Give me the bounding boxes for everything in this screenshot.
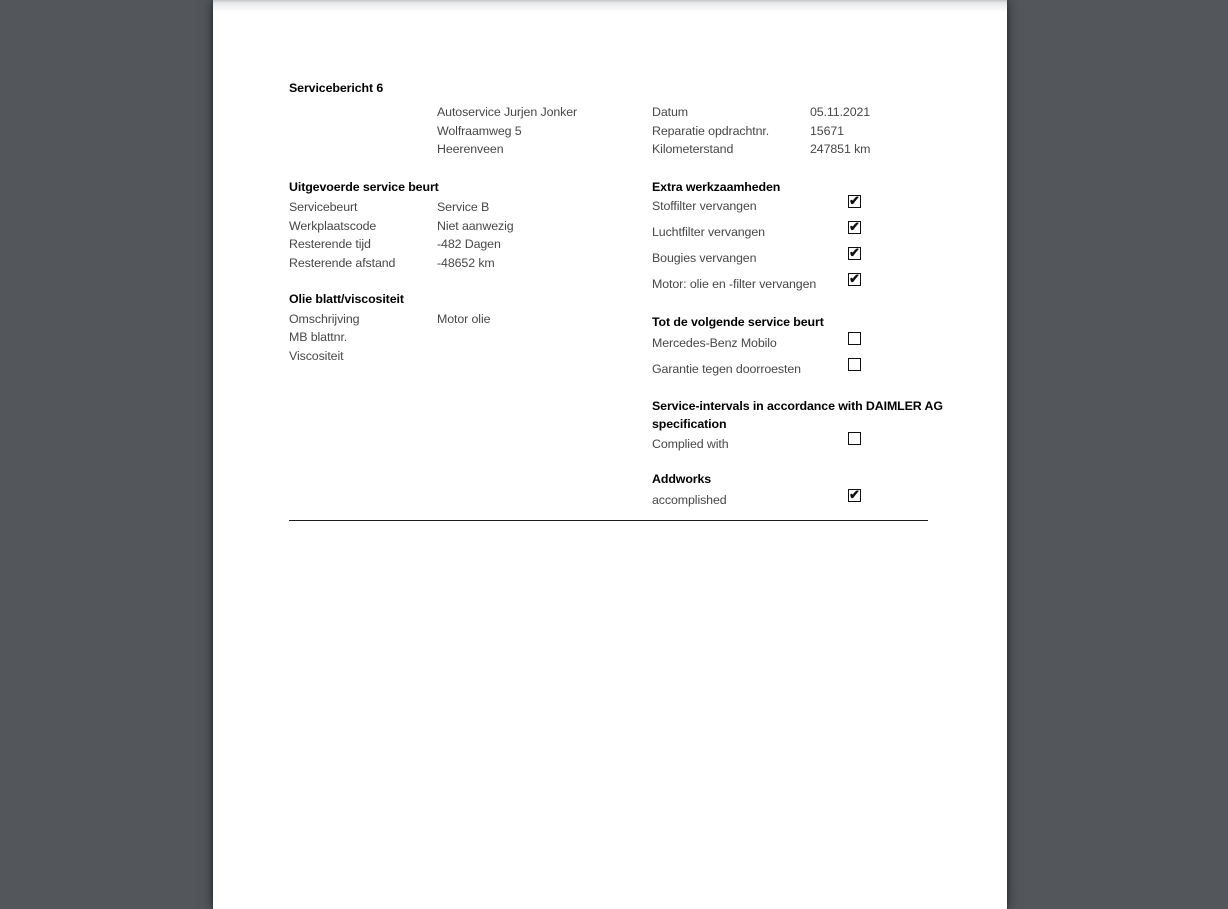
check-row bbox=[652, 193, 861, 213]
checkbox bbox=[848, 358, 861, 371]
section-until-next-service bbox=[652, 315, 952, 385]
section-oil-viscosity bbox=[289, 292, 649, 382]
meta-label: Reparatie opdrachtnr. bbox=[652, 123, 770, 138]
meta-row bbox=[652, 105, 870, 124]
field-value: -482 Dagen bbox=[437, 237, 501, 251]
section-service-intervals bbox=[652, 397, 952, 457]
field-label: Resterende afstand bbox=[289, 256, 396, 270]
section-heading: Olie blatt/viscositeit bbox=[289, 292, 404, 306]
checkbox bbox=[848, 273, 861, 286]
checkmark-icon: ✔ bbox=[849, 245, 860, 260]
meta-value: 05.11.2021 bbox=[810, 105, 871, 119]
section-extra-work bbox=[652, 180, 952, 305]
meta-value: 15671 bbox=[810, 123, 844, 138]
field-label: Omschrijving bbox=[289, 312, 360, 326]
field-row bbox=[289, 237, 501, 251]
checkbox bbox=[848, 432, 861, 445]
section-divider bbox=[289, 520, 928, 521]
checkbox bbox=[848, 195, 861, 208]
checkbox bbox=[848, 247, 861, 260]
check-row bbox=[652, 271, 861, 291]
check-row bbox=[652, 435, 861, 451]
check-row bbox=[652, 245, 861, 265]
meta-block bbox=[652, 105, 870, 161]
field-label: Servicebeurt bbox=[289, 200, 358, 214]
field-row bbox=[289, 200, 489, 214]
field-row bbox=[289, 312, 490, 326]
check-label: Bougies vervangen bbox=[652, 251, 757, 265]
field-label: Resterende tijd bbox=[289, 237, 371, 251]
section-heading: Tot de volgende service beurt bbox=[652, 315, 824, 329]
field-row bbox=[289, 349, 437, 363]
section-heading: Addworks bbox=[652, 472, 712, 486]
check-label: accomplished bbox=[652, 493, 727, 507]
workshop-address-line: Wolfraamweg 5 bbox=[437, 123, 522, 138]
field-row bbox=[289, 330, 437, 344]
meta-label: Kilometerstand bbox=[652, 142, 734, 157]
checkmark-icon: ✔ bbox=[849, 219, 860, 234]
checkmark-icon: ✔ bbox=[849, 271, 860, 286]
field-label: MB blattnr. bbox=[289, 330, 348, 344]
section-heading: Uitgevoerde service beurt bbox=[289, 180, 439, 194]
field-row bbox=[289, 256, 495, 270]
meta-row bbox=[652, 142, 870, 161]
check-label: Garantie tegen doorroesten bbox=[652, 362, 801, 376]
checkbox bbox=[848, 489, 861, 502]
field-label: Werkplaatscode bbox=[289, 219, 377, 233]
field-value: -48652 km bbox=[437, 256, 495, 270]
check-label: Stoffilter vervangen bbox=[652, 199, 757, 213]
check-row bbox=[652, 360, 861, 376]
field-value: Niet aanwezig bbox=[437, 219, 514, 233]
check-row bbox=[652, 334, 861, 350]
check-label: Luchtfilter vervangen bbox=[652, 225, 765, 239]
document-title: Servicebericht 6 bbox=[289, 81, 384, 95]
workshop-address-line: Heerenveen bbox=[437, 142, 504, 157]
section-addworks bbox=[652, 472, 952, 512]
check-row bbox=[652, 219, 861, 239]
check-label: Motor: olie en -filter vervangen bbox=[652, 277, 817, 291]
check-row bbox=[652, 487, 861, 507]
section-heading: Extra werkzaamheden bbox=[652, 180, 781, 194]
meta-label: Datum bbox=[652, 105, 688, 119]
field-value: Service B bbox=[437, 200, 490, 214]
workshop-address-block bbox=[437, 105, 577, 161]
field-label: Viscositeit bbox=[289, 349, 344, 363]
section-heading: Service-intervals in accordance with DAIMLER AG specification bbox=[652, 399, 943, 432]
checkmark-icon: ✔ bbox=[849, 487, 860, 502]
meta-value: 247851 km bbox=[810, 142, 871, 157]
section-performed-service bbox=[289, 180, 649, 290]
workshop-address-line: Autoservice Jurjen Jonker bbox=[437, 105, 578, 119]
checkbox bbox=[848, 332, 861, 345]
check-label: Complied with bbox=[652, 437, 729, 451]
meta-row bbox=[652, 124, 870, 143]
check-label: Mercedes-Benz Mobilo bbox=[652, 336, 777, 350]
document-page bbox=[213, 0, 1007, 909]
field-value: Motor olie bbox=[437, 312, 491, 326]
checkmark-icon: ✔ bbox=[849, 193, 860, 208]
checkbox bbox=[848, 221, 861, 234]
field-row bbox=[289, 219, 514, 233]
